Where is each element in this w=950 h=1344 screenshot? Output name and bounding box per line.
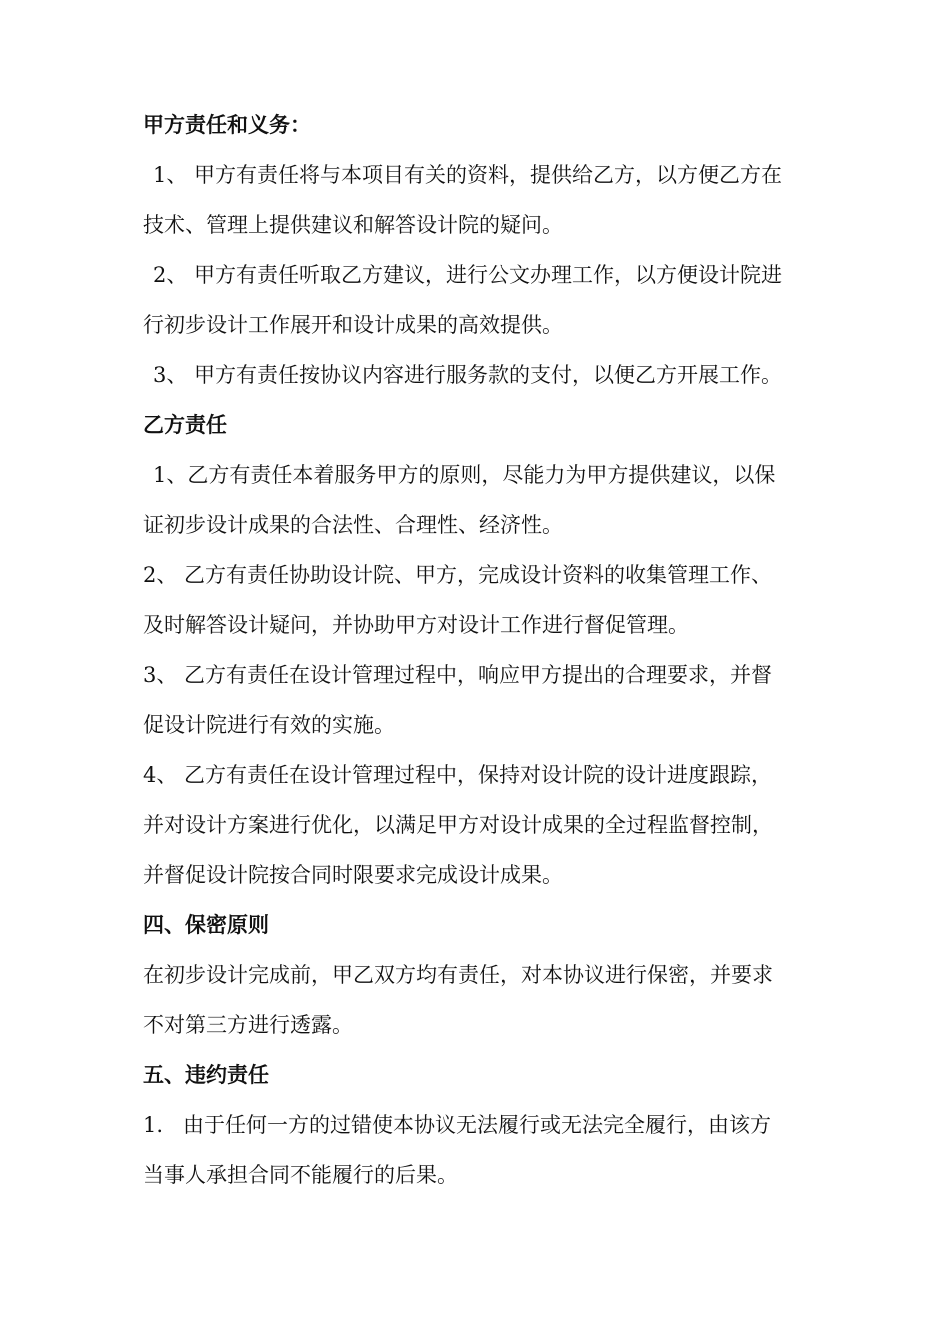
text-line: 1、 甲方有责任将与本项目有关的资料，提供给乙方，以方便乙方在 xyxy=(153,163,783,187)
confidentiality-paragraph xyxy=(143,950,823,1050)
text-line: 行初步设计工作展开和设计成果的高效提供。 xyxy=(143,313,563,337)
party-b-item-2 xyxy=(143,550,823,650)
heading-breach-liability: 五、违约责任 xyxy=(143,1063,269,1087)
party-b-item-3 xyxy=(143,650,823,750)
text-line: 促设计院进行有效的实施。 xyxy=(143,713,395,737)
text-line: 证初步设计成果的合法性、合理性、经济性。 xyxy=(143,513,563,537)
heading-party-b-duties: 乙方责任 xyxy=(143,413,227,437)
party-a-item-1 xyxy=(143,150,823,250)
heading-confidentiality: 四、保密原则 xyxy=(143,913,269,937)
text-line: 技术、管理上提供建议和解答设计院的疑问。 xyxy=(143,213,563,237)
text-line: 不对第三方进行透露。 xyxy=(143,1013,353,1037)
text-line: 2、 甲方有责任听取乙方建议，进行公文办理工作，以方便设计院进 xyxy=(153,263,783,287)
text-line: 及时解答设计疑问，并协助甲方对设计工作进行督促管理。 xyxy=(143,613,689,637)
heading-party-a-duties: 甲方责任和义务： xyxy=(143,113,311,137)
document-body xyxy=(143,100,823,1200)
party-b-item-1 xyxy=(143,450,823,550)
text-line: 1. 由于任何一方的过错使本协议无法履行或无法完全履行，由该方 xyxy=(143,1113,772,1137)
text-line: 在初步设计完成前，甲乙双方均有责任，对本协议进行保密，并要求 xyxy=(143,963,773,987)
text-line: 3、 甲方有责任按协议内容进行服务款的支付，以便乙方开展工作。 xyxy=(153,363,783,387)
text-line: 3、 乙方有责任在设计管理过程中，响应甲方提出的合理要求，并督 xyxy=(143,663,773,687)
text-line: 并对设计方案进行优化，以满足甲方对设计成果的全过程监督控制， xyxy=(143,813,773,837)
party-a-item-2 xyxy=(143,250,823,350)
text-line: 1、乙方有责任本着服务甲方的原则，尽能力为甲方提供建议，以保 xyxy=(153,463,776,487)
party-a-item-3 xyxy=(143,350,823,400)
text-line: 4、 乙方有责任在设计管理过程中，保持对设计院的设计进度跟踪， xyxy=(143,763,773,787)
text-line: 并督促设计院按合同时限要求完成设计成果。 xyxy=(143,863,563,887)
text-line: 当事人承担合同不能履行的后果。 xyxy=(143,1163,458,1187)
breach-liability-paragraph xyxy=(143,1100,823,1200)
party-b-item-4 xyxy=(143,750,823,900)
text-line: 2、 乙方有责任协助设计院、甲方，完成设计资料的收集管理工作、 xyxy=(143,563,773,587)
